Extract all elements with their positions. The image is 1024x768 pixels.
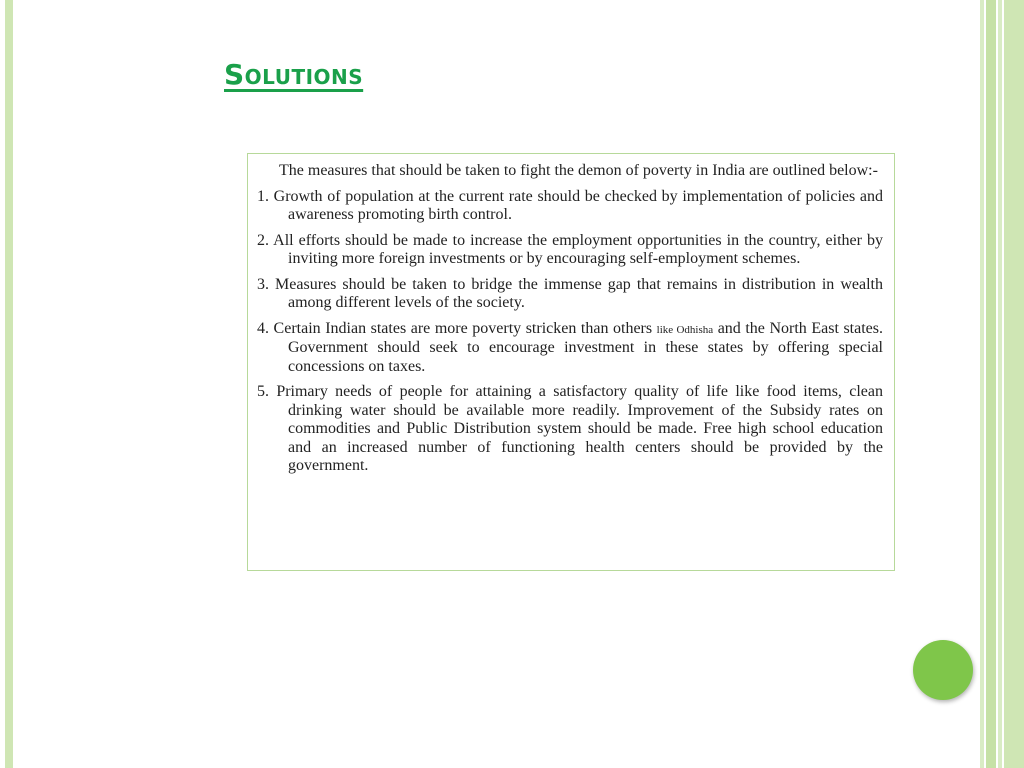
stripe: [986, 0, 996, 768]
decorative-green-circle: [913, 640, 973, 700]
point-2: 2. All efforts should be made to increase the employment opportunities in the country, either by inviting more foreign investments or by encouraging self-employment schemes.: [257, 231, 883, 267]
point-4-text-after: and the North East states. Government should seek to encourage investment in these states by offering special concessions on taxes.: [288, 319, 883, 375]
left-decorative-bar: [5, 0, 13, 768]
stripe: [998, 0, 1002, 768]
stripe: [1004, 0, 1024, 768]
stripe: [980, 0, 984, 768]
point-4-text-before: 4. Certain Indian states are more poverty stricken than others: [257, 319, 657, 337]
slide-title: Solutions: [224, 58, 364, 91]
point-3: 3. Measures should be taken to bridge the immense gap that remains in distribution in wealth among different levels of the society.: [257, 275, 883, 311]
point-4-text-small: like Odhisha: [656, 323, 714, 336]
point-5: 5. Primary needs of people for attaining a satisfactory quality of life like food items, clean drinking water should be available more readily. Improvement of the Subsidy rates on commodities and Public Distribution system should be made. Free high school education and an increased number of functioning health centers should be provided by the government.: [257, 383, 883, 474]
point-1: 1. Growth of population at the current rate should be checked by implementation of policies and awareness promoting birth control.: [257, 187, 883, 223]
point-4: [257, 320, 883, 377]
content-box: [247, 153, 895, 571]
right-decorative-stripes: [976, 0, 1024, 768]
intro-paragraph: The measures that should be taken to fight the demon of poverty in India are outlined below:-: [279, 162, 878, 179]
